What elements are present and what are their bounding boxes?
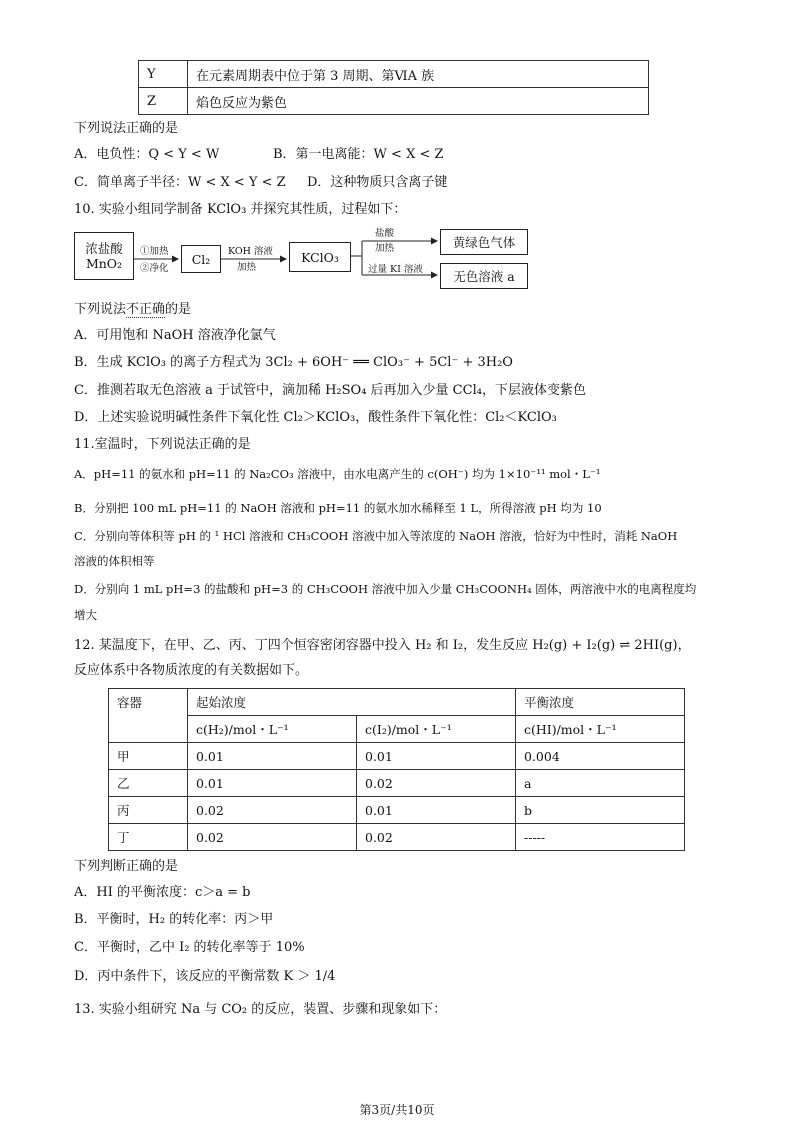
- start-box: 浓盐酸 MnO₂: [74, 232, 134, 280]
- q10-question-suffix: 的是: [165, 302, 192, 317]
- table-row: [109, 770, 685, 797]
- q12-option-c: C．平衡时，乙中 I₂ 的转化率等于 10%: [74, 940, 305, 955]
- q13-stem: 13. 实验小组研究 Na 与 CO₂ 的反应，装置、步骤和现象如下：: [74, 1002, 447, 1017]
- q10-question: [74, 302, 191, 318]
- table-header-row: [109, 689, 685, 716]
- q10-option-a: A．可用饱和 NaOH 溶液净化氯气: [74, 328, 276, 343]
- row-value: 焰色反应为紫色: [188, 88, 649, 115]
- row-h2: 0.02: [188, 824, 357, 851]
- q11-option-d-line2: 增大: [74, 608, 97, 622]
- row-h2: 0.01: [188, 743, 357, 770]
- table-row: [109, 797, 685, 824]
- row-container: 丙: [109, 797, 188, 824]
- row-hi: 0.004: [516, 743, 685, 770]
- row-key: Z: [139, 88, 188, 115]
- row-i2: 0.02: [357, 824, 516, 851]
- q11-option-b: B．分别把 100 mL pH=11 的 NaOH 溶液和 pH=11 的氨水加水稀释至 1 L，所得溶液 pH 均为 10: [74, 501, 602, 515]
- q11-option-a: A．pH=11 的氨水和 pH=11 的 Na₂CO₃ 溶液中，由水电离产生的 c(OH⁻) 均为 1×10⁻¹¹ mol・L⁻¹: [74, 467, 601, 481]
- q12-option-a: A．HI 的平衡浓度：c＞a = b: [74, 885, 251, 900]
- yellow-green-gas-box: 黄绿色气体: [440, 229, 528, 255]
- page-footer: 第3页/共10页: [359, 1103, 435, 1117]
- q9-option-d: D．这种物质只含离子键: [307, 175, 448, 190]
- cl2-box: Cl₂: [181, 245, 221, 273]
- row-i2: 0.01: [357, 797, 516, 824]
- q9-option-a: A．电负性：Q < Y < W: [74, 147, 220, 162]
- q11-option-d-line1: D．分别向 1 mL pH=3 的盐酸和 pH=3 的 CH₃COOH 溶液中加入少量 CH₃COONH₄ 固体，两溶液中水的电离程度均: [74, 582, 697, 596]
- q10-question-prefix: 下列说法: [74, 302, 127, 317]
- row-h2: 0.01: [188, 770, 357, 797]
- branch1-bottom-label: 加热: [375, 243, 395, 254]
- q10-stem: 10. 实验小组同学制备 KClO₃ 并探究其性质，过程如下：: [74, 202, 407, 217]
- subheader-hi: c(HI)/mol・L⁻¹: [516, 716, 685, 743]
- step2-bottom-label: 加热: [237, 262, 257, 273]
- header-equilibrium: 平衡浓度: [516, 689, 685, 716]
- flow-arrows: [0, 0, 794, 300]
- equilibrium-table: [108, 688, 685, 851]
- table-subheader-row: [109, 716, 685, 743]
- q12-stem-line2: 反应体系中各物质浓度的有关数据如下。: [74, 663, 309, 678]
- q9-option-b: B．第一电离能：W < X < Z: [273, 147, 444, 162]
- q9-option-c: C．简单离子半径：W < X < Y < Z: [74, 175, 286, 190]
- table-row: [109, 824, 685, 851]
- q11-stem: 11.室温时，下列说法正确的是: [74, 437, 251, 452]
- subheader-h2: c(H₂)/mol・L⁻¹: [188, 716, 357, 743]
- branch1-top-label: 盐酸: [375, 228, 395, 239]
- q12-stem-line1: 12. 某温度下，在甲、乙、丙、丁四个恒容密闭容器中投入 H₂ 和 I₂，发生反应 H₂(g) + I₂(g) ⇌ 2HI(g)，: [74, 638, 691, 653]
- step1-top-label: ①加热: [140, 246, 169, 257]
- q10-option-b: B．生成 KClO₃ 的离子方程式为 3Cl₂ + 6OH⁻ ══ ClO₃⁻ + 5Cl⁻ + 3H₂O: [74, 355, 513, 370]
- branch2-label: 过量 KI 溶液: [368, 264, 423, 275]
- row-hi: a: [516, 770, 685, 797]
- row-container: 丁: [109, 824, 188, 851]
- row-hi: b: [516, 797, 685, 824]
- q12-option-b: B．平衡时，H₂ 的转化率：丙＞甲: [74, 912, 274, 927]
- row-container: 乙: [109, 770, 188, 797]
- row-h2: 0.02: [188, 797, 357, 824]
- step1-bottom-label: ②净化: [140, 263, 169, 274]
- table-row: [109, 743, 685, 770]
- q10-option-d: D．上述实验说明碱性条件下氧化性 Cl₂＞KClO₃，酸性条件下氧化性：Cl₂＜KClO₃: [74, 410, 557, 425]
- header-container: 容器: [109, 689, 188, 743]
- kclo3-box: KClO₃: [289, 242, 351, 272]
- q9-stem: 下列说法正确的是: [74, 121, 179, 136]
- row-container: 甲: [109, 743, 188, 770]
- step2-top-label: KOH 溶液: [228, 246, 273, 257]
- colorless-solution-box: 无色溶液 a: [440, 263, 528, 289]
- row-value: 在元素周期表中位于第 3 周期、第ⅥA 族: [188, 61, 649, 88]
- q11-option-c-line2: 溶液的体积相等: [74, 554, 155, 568]
- row-i2: 0.01: [357, 743, 516, 770]
- subheader-i2: c(I₂)/mol・L⁻¹: [357, 716, 516, 743]
- q12-question: 下列判断正确的是: [74, 859, 179, 874]
- q12-option-d: D．丙中条件下，该反应的平衡常数 K ＞ 1/4: [74, 969, 336, 984]
- q10-option-c: C．推测若取无色溶液 a 于试管中，滴加稀 H₂SO₄ 后再加入少量 CCl₄，下层液体变紫色: [74, 383, 586, 398]
- row-key: Y: [139, 61, 188, 88]
- row-hi: -----: [516, 824, 685, 851]
- q10-question-emph: 不正确: [126, 302, 166, 317]
- header-initial: 起始浓度: [188, 689, 516, 716]
- row-i2: 0.02: [357, 770, 516, 797]
- q11-option-c-line1: C．分别向等体积等 pH 的 ¹ HCl 溶液和 CH₃COOH 溶液中加入等浓度的 NaOH 溶液，恰好为中性时，消耗 NaOH: [74, 529, 678, 543]
